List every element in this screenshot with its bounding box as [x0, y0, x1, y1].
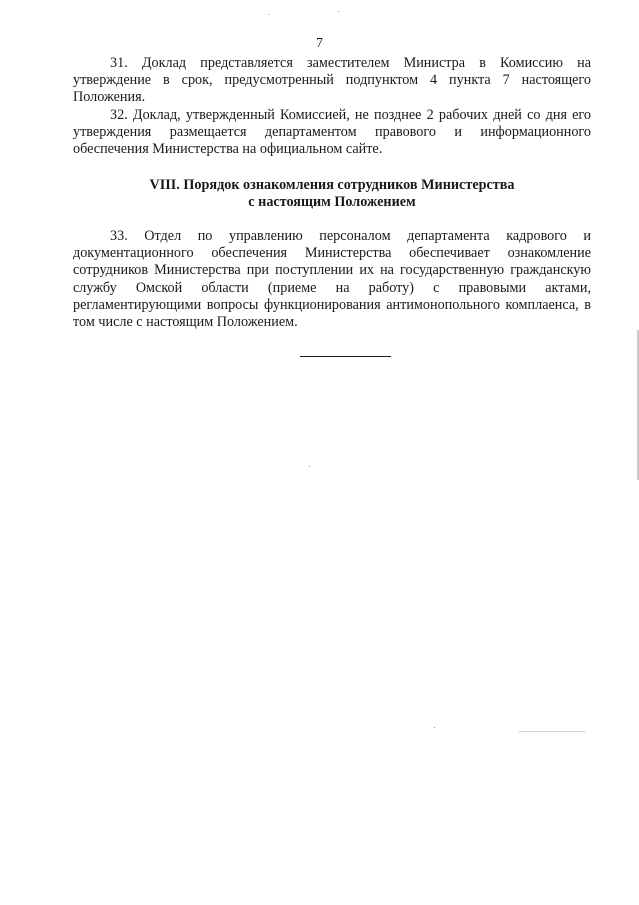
section-heading-line-1: VIII. Порядок ознакомления сотрудников Министерства: [149, 177, 515, 193]
section-heading: [73, 177, 591, 211]
page-number: 7: [316, 36, 323, 51]
paragraphs-top: [73, 55, 591, 158]
scan-speck: [434, 727, 435, 728]
section-heading-line-2: с настоящим Положением: [248, 194, 416, 211]
scan-speck: [309, 466, 310, 467]
end-of-document-rule: [300, 356, 391, 357]
paragraph-31: 31. Доклад представляется заместителем Министра в Комиссию на утверждение в срок, предусмотренный подпунктом 4 пункта 7 настоящего Положения.: [73, 55, 591, 106]
paragraphs-bottom: [73, 228, 591, 331]
scan-speck: [338, 11, 339, 12]
paragraph-32: 32. Доклад, утвержденный Комиссией, не позднее 2 рабочих дней со дня его утверждения размещается департаментом правового и информационного обеспечения Министерства на официальном сайте.: [73, 106, 591, 158]
scan-speck: [268, 14, 269, 15]
paragraph-33: 33. Отдел по управлению персоналом департамента кадрового и документационного обеспечения Министерства обеспечивает ознакомление сотрудников Министерства при поступлении их на государственную гражданскую службу Омской области (приеме на работу) с правовыми актами, регламентирующими вопросы функционирования антимонопольного комплаенса, в том числе с настоящим Положением.: [73, 228, 591, 331]
scan-speck: [518, 731, 586, 732]
